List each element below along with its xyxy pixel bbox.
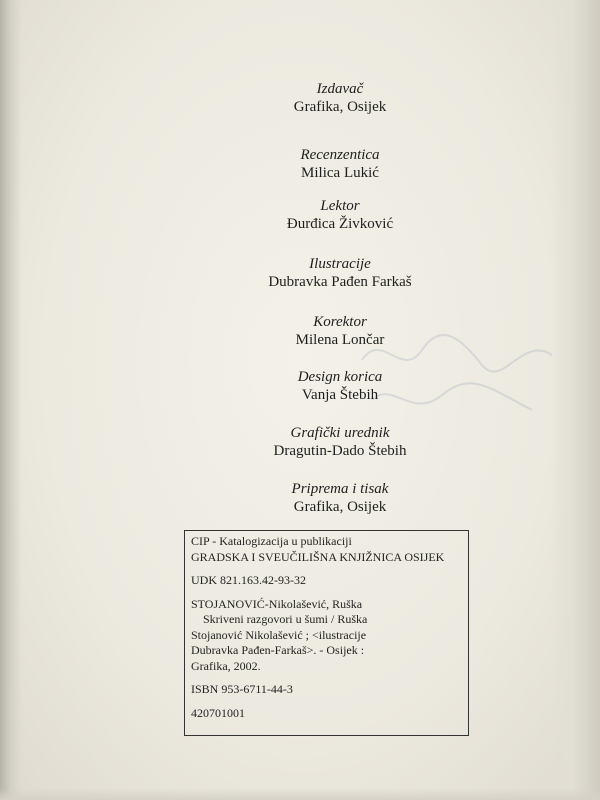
credit-name: Dubravka Pađen Farkaš <box>268 274 412 290</box>
cip-isbn: ISBN 953-6711-44-3 <box>191 682 293 696</box>
cip-udk: UDK 821.163.42-93-32 <box>191 573 306 587</box>
credit-publisher <box>0 80 600 117</box>
cip-record-number: 420701001 <box>191 705 245 720</box>
credit-role: Priprema i tisak <box>291 481 389 497</box>
credit-illustrations <box>0 255 600 292</box>
credit-name: Đurđica Živković <box>286 216 394 232</box>
credit-printing <box>0 480 600 517</box>
credit-name: Milena Lončar <box>295 332 385 348</box>
credit-role: Grafički urednik <box>290 425 390 441</box>
credit-name: Milica Lukić <box>301 165 379 181</box>
credit-role: Izdavač <box>316 81 364 97</box>
credit-role: Korektor <box>313 314 367 330</box>
credit-name: Dragutin-Dado Štebih <box>273 443 407 459</box>
credit-name: Grafika, Osijek <box>293 99 387 115</box>
cip-library: GRADSKA I SVEUČILIŠNA KNJIŽNICA OSIJEK <box>191 549 445 564</box>
credit-role: Design korica <box>297 369 383 385</box>
credit-role: Lektor <box>320 198 360 214</box>
credit-proofreader <box>0 197 600 234</box>
credit-corrector <box>0 313 600 350</box>
cip-catalog-box <box>184 530 469 736</box>
cip-header: CIP - Katalogizacija u publikaciji <box>191 534 352 548</box>
credit-graphic-editor <box>0 424 600 461</box>
cip-entry-line: Grafika, 2002. <box>191 658 261 673</box>
credit-reviewer <box>0 146 600 183</box>
page-bottom-shadow <box>0 788 600 800</box>
cip-entry-line: Dubravka Pađen-Farkaš>. - Osijek : <box>191 643 365 657</box>
cip-title: Skriveni razgovori u šumi / Ruška <box>203 612 368 626</box>
credit-name: Vanja Štebih <box>301 387 379 403</box>
cip-entry-line: Stojanović Nikolašević ; <ilustracije <box>191 627 367 642</box>
cip-author: STOJANOVIĆ-Nikolašević, Ruška <box>191 596 363 611</box>
credit-cover-design <box>0 368 600 405</box>
credit-role: Recenzentica <box>300 147 380 163</box>
credit-name: Grafika, Osijek <box>293 499 387 515</box>
credit-role: Ilustracije <box>309 256 371 272</box>
